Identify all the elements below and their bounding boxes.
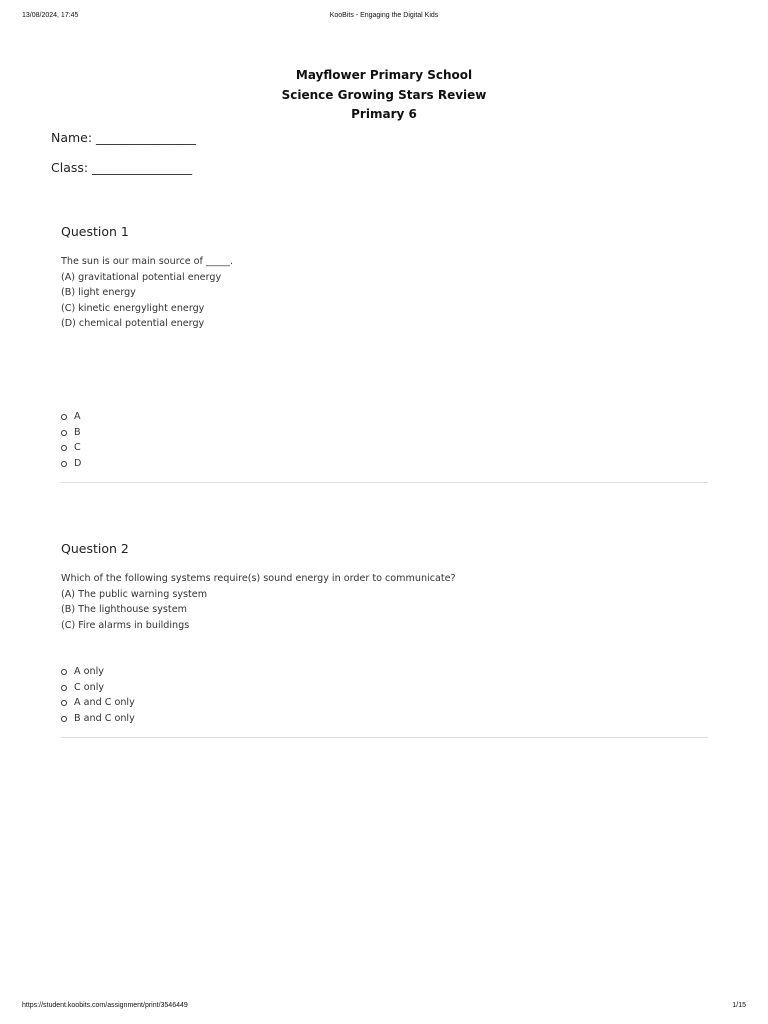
print-datetime: 13/08/2024, 17:45 [22,12,79,19]
option-label: C [74,442,81,453]
print-url: https://student.koobits.com/assignment/print/3546449 [22,1002,188,1009]
school-name: Mayflower Primary School [295,68,473,82]
stem-line: (B) light energy [61,287,136,298]
radio-icon[interactable] [61,430,67,436]
option-label: B [74,426,81,438]
option-label: A [74,411,81,422]
option-b[interactable] [61,425,81,441]
option-d[interactable] [61,711,135,727]
radio-icon[interactable] [61,445,67,451]
radio-icon[interactable] [61,716,67,722]
option-a[interactable] [61,664,135,680]
stem-line: (D) chemical potential energy [61,318,205,329]
level-label: Primary 6 [351,107,417,121]
radio-icon[interactable] [61,685,67,691]
question-divider [61,737,708,738]
option-label: C only [74,681,105,693]
question-title: Question 2 [61,541,129,556]
radio-icon[interactable] [61,414,67,420]
class-field: Class: ________________ [51,160,193,175]
option-label: A only [74,666,104,677]
question-divider [61,482,708,483]
radio-icon[interactable] [61,461,67,467]
option-label: B and C only [74,712,135,724]
answer-options [61,664,135,726]
stem-line: (B) The lighthouse system [61,604,187,615]
question-stem [61,254,233,332]
document-title-block [0,66,768,125]
print-page-number: 1/15 [732,1002,746,1009]
option-d[interactable] [61,456,81,472]
stem-line: The sun is our main source of _____. [61,256,234,267]
option-c[interactable] [61,440,81,456]
option-label: A and C only [74,697,135,708]
question-1 [61,224,708,469]
stem-line: (C) Fire alarms in buildings [61,619,190,631]
radio-icon[interactable] [61,669,67,675]
option-b[interactable] [61,680,135,696]
option-c[interactable] [61,695,135,711]
question-2 [61,541,708,724]
worksheet-title: Science Growing Stars Review [281,87,487,102]
print-header [0,12,768,26]
stem-line: Which of the following systems require(s) sound energy in order to communicate? [61,573,456,584]
print-footer [0,1002,768,1016]
answer-options [61,409,81,471]
option-a[interactable] [61,409,81,425]
stem-line: (A) The public warning system [61,588,208,600]
stem-line: (C) kinetic energylight energy [61,302,205,314]
question-title: Question 1 [61,224,129,239]
question-stem [61,571,456,633]
name-field: Name: ________________ [51,130,197,145]
option-label: D [74,457,82,469]
stem-line: (A) gravitational potential energy [61,271,222,283]
print-page-title: KooBits - Engaging the Digital Kids [329,12,439,19]
radio-icon[interactable] [61,700,67,706]
